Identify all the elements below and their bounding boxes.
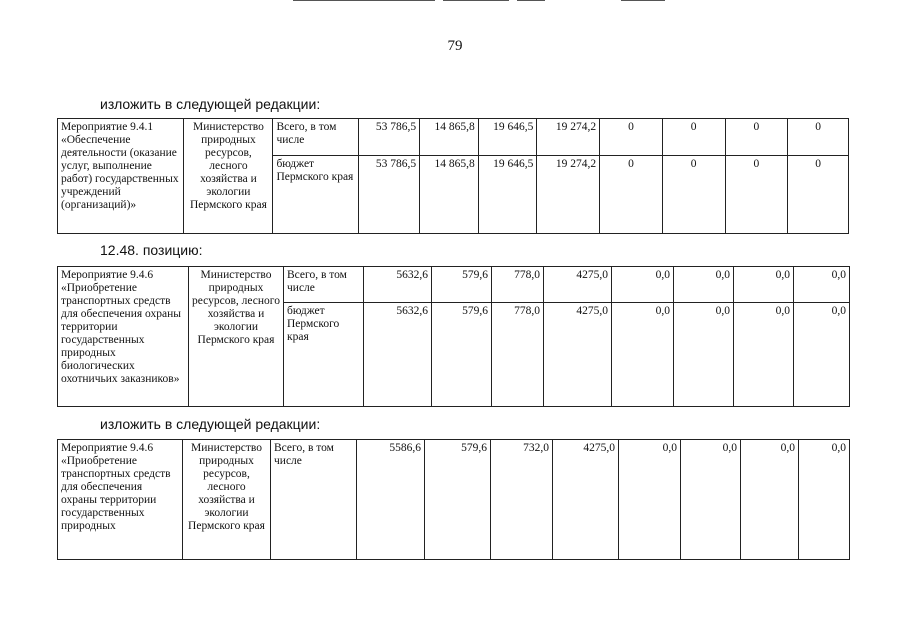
value-cell: 5632,6 — [364, 267, 432, 303]
measure-name: Мероприятие 9.4.1 «Обеспечение деятельности (оказание услуг, выполнение работ) государственных учреждений (организаций)» — [58, 119, 184, 234]
value-cell: 0,0 — [734, 303, 794, 407]
value-cell: 0,0 — [734, 267, 794, 303]
heading-new-edition-2: изложить в следующей редакции: — [100, 416, 321, 432]
table-measure-9-4-6-old — [57, 266, 850, 407]
value-cell: 0 — [725, 119, 788, 156]
value-cell: 5632,6 — [364, 303, 432, 407]
value-cell: 0,0 — [674, 303, 734, 407]
value-cell: 5586,6 — [357, 440, 425, 560]
value-cell: 0 — [788, 156, 849, 234]
value-cell: 778,0 — [492, 303, 544, 407]
funding-source: Всего, в том числе — [273, 119, 359, 156]
value-cell: 0 — [725, 156, 788, 234]
value-cell: 19 646,5 — [478, 119, 537, 156]
value-cell: 4275,0 — [544, 303, 612, 407]
responsible-agency: Министерство природных ресурсов, лесного хозяйства и экологии Пермского края — [184, 119, 273, 234]
table-measure-9-4-6-new — [57, 439, 850, 560]
value-cell: 0 — [600, 119, 663, 156]
value-cell: 19 274,2 — [537, 156, 600, 234]
value-cell: 19 274,2 — [537, 119, 600, 156]
value-cell: 579,6 — [425, 440, 491, 560]
value-cell: 0,0 — [799, 440, 850, 560]
value-cell: 14 865,8 — [420, 156, 479, 234]
value-cell: 19 646,5 — [478, 156, 537, 234]
value-cell: 4275,0 — [544, 267, 612, 303]
value-cell: 0 — [788, 119, 849, 156]
value-cell: 0,0 — [619, 440, 681, 560]
funding-source: Всего, в том числе — [284, 267, 364, 303]
value-cell: 0,0 — [674, 267, 734, 303]
heading-position: 12.48. позицию: — [100, 242, 203, 258]
responsible-agency: Министерство природных ресурсов, лесного хозяйства и экологии Пермского края — [189, 267, 284, 407]
responsible-agency: Министерство природных ресурсов, лесного хозяйства и экологии Пермского края — [183, 440, 271, 560]
funding-source: бюджет Пермского края — [284, 303, 364, 407]
value-cell: 579,6 — [432, 303, 492, 407]
value-cell: 0,0 — [612, 267, 674, 303]
page-number: 79 — [447, 38, 463, 54]
value-cell: 4275,0 — [553, 440, 619, 560]
top-rule — [443, 0, 509, 1]
value-cell: 0,0 — [681, 440, 741, 560]
top-rule — [517, 0, 545, 1]
value-cell: 0 — [600, 156, 663, 234]
value-cell: 0,0 — [794, 303, 850, 407]
funding-source: бюджет Пермского края — [273, 156, 359, 234]
top-rule — [621, 0, 665, 1]
value-cell: 579,6 — [432, 267, 492, 303]
measure-name: Мероприятие 9.4.6 «Приобретение транспортных средств для обеспечения охраны территории государственных природных — [58, 440, 183, 560]
funding-source: Всего, в том числе — [271, 440, 357, 560]
value-cell: 14 865,8 — [420, 119, 479, 156]
table-measure-9-4-1 — [57, 118, 849, 234]
value-cell: 0 — [662, 119, 725, 156]
value-cell: 53 786,5 — [359, 119, 420, 156]
value-cell: 0,0 — [741, 440, 799, 560]
measure-name: Мероприятие 9.4.6 «Приобретение транспортных средств для обеспечения охраны территории государственных природных биологических охотничьих заказников» — [58, 267, 189, 407]
top-rule — [293, 0, 435, 1]
heading-new-edition: изложить в следующей редакции: — [100, 96, 321, 112]
value-cell: 732,0 — [491, 440, 553, 560]
value-cell: 53 786,5 — [359, 156, 420, 234]
value-cell: 0,0 — [794, 267, 850, 303]
value-cell: 778,0 — [492, 267, 544, 303]
value-cell: 0,0 — [612, 303, 674, 407]
value-cell: 0 — [662, 156, 725, 234]
